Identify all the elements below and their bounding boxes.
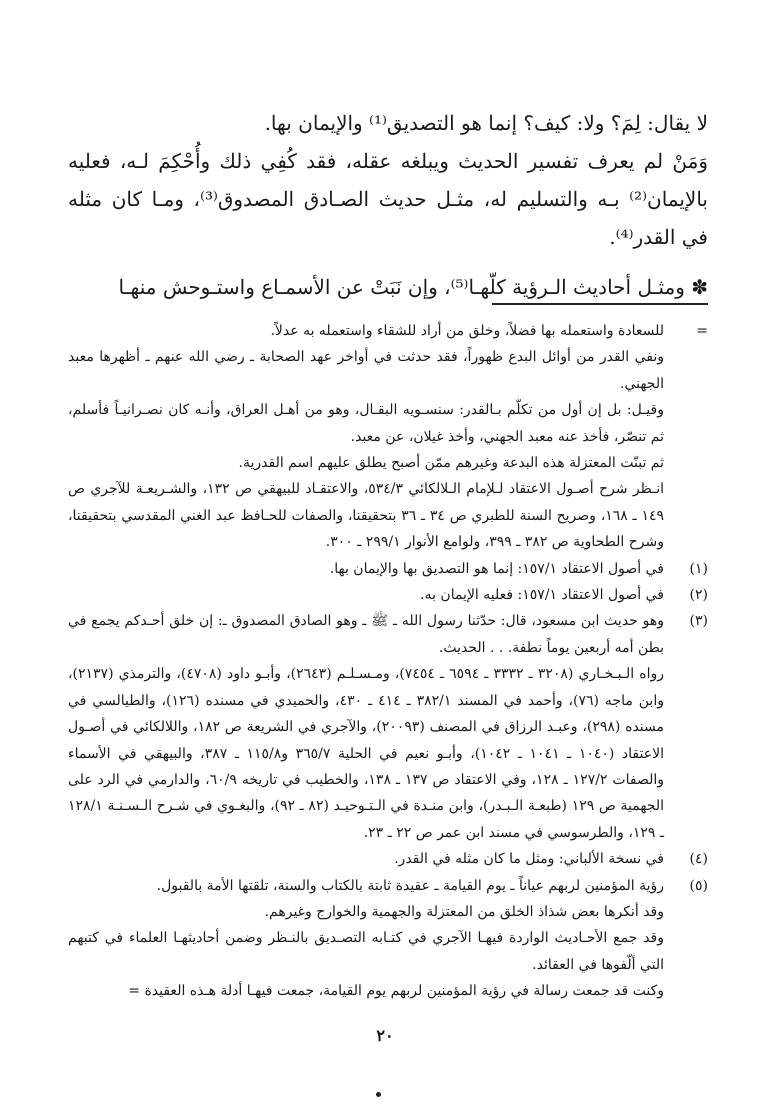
footnote-2 [68, 582, 708, 608]
footnote-separator [492, 303, 708, 305]
footnote-number: (٥) [689, 877, 708, 894]
footnote-text: في أصول الاعتقاد ١٥٧/١: إنما هو التصديق بها والإيمان بها. [329, 560, 664, 577]
footnotes [68, 318, 708, 1005]
footnote-number: (٢) [689, 587, 708, 604]
footnote-text: وقد أنكرها بعض شذاذ الخلق من المعتزلة والجهمية والخوارج وغيرهم. [264, 903, 664, 920]
footnote-text: ونفي القدر من أوائل البدع ظهوراً، فقد حدثت في أواخر عهد الصحابة ـ رضي الله عنهم ـ أظهرها معبد الجهني. [68, 349, 664, 392]
page-dot-mark [376, 1092, 381, 1097]
footnote-number: (٤) [689, 851, 708, 868]
main-paragraph-1: لا يقال: لِمَ؟ ولا: كيف؟ إنما هو التصديق⁽¹⁾ والإيمان بها. [264, 111, 708, 135]
footnote-3 [68, 608, 708, 846]
footnote-4 [68, 846, 708, 872]
footnote-number: (٣) [689, 613, 708, 630]
footnote-text: في أصول الاعتقاد ١٥٧/١: فعليه الإيمان به. [420, 587, 664, 604]
footnote-continuation [68, 318, 708, 556]
footnote-text: ثم تبنّت المعتزلة هذه البدعة وغيرهم ممّن أصبح يطلق عليهم اسم القدرية. [238, 455, 664, 472]
footnote-number: (١) [689, 560, 708, 577]
page-number: ٢٠ [376, 1026, 394, 1045]
main-paragraph-3: ✽ ومثـل أحاديث الـرؤية كلّهـا⁽⁵⁾، وإن نَبَتْ عن الأسمـاع واستـوحش منهـا [118, 275, 708, 299]
main-text [68, 104, 708, 306]
footnote-text: وقيـل: بل إن أول من تكلّم بـالقدر: سنسـويه البقـال، وهو من أهـل العراق، وأنـه كان نصـرانيـاً فأسلم، ثم تنصّر، فأخذ عنه معبد الجهني، وأخذ غيلان، عن معبد. [68, 402, 664, 445]
footnote-text: للسعادة واستعمله بها فضلاً، وخلق من أراد للشقاء واستعمله به عدلاً. [270, 323, 664, 339]
footnote-text: رؤية المؤمنين لربهم عياناً ـ يوم القيامة ـ عقيدة ثابتة بالكتاب والسنة، تلقتها الأمة بالقبول. [156, 877, 664, 894]
footnote-text: وهو حديث ابن مسعود، قال: حدّثنا رسول الله ـ ﷺ ـ وهو الصادق المصدوق ـ: إن خلق أحـدكم يجمع في بطن أمه أربعين يوماً نطفة. . . الحديث. [68, 613, 664, 656]
continuation-marker: = [696, 323, 708, 339]
footnote-text: وقد جمع الأحـاديث الواردة فيهـا الآجري في كتـابه التصـديق بالنـظر وضمن أحاديثهـا العلماء في كتبهم التي ألّفوها في العقائد. [68, 930, 664, 973]
footnote-text: وكنت قد جمعت رسالة في رؤية المؤمنين لربهم يوم القيامة، جمعت فيهـا أدلة هـذه العقيدة = [128, 983, 664, 1000]
main-paragraph-2: وَمَنْ لم يعرف تفسير الحديث ويبلغه عقله، فقد كُفِي ذلك وأُحْكِمَ لـه، فعليه بالإيمان⁽²⁾ بـه والتسليم له، مثـل حديث الصـادق المصدوق⁽³⁾، ومـا كان مثله في القدر⁽⁴⁾. [68, 149, 708, 249]
footnote-1 [68, 556, 708, 582]
footnote-5 [68, 873, 708, 1005]
footnote-text: انـظر شرح أصـول الاعتقاد لـلإمام الـلالكائي ٥٣٤/٣، والاعتقـاد للبيهقي ص ١٣٢، والشـريعـة للآجري ص ١٤٩ ـ ١٦٨، وصريح السنة للطبري ص ٣٤ ـ ٣٦ بتحقيقنا، والصفات للحـافظ عبد الغني المقدسي بتحقيقنا، وشرح الطحاوية ص ٣٨٢ ـ ٣٩٩، ولوامع الأنوار ٢٩٩/١ ـ ٣٠٠. [68, 481, 664, 551]
footnote-text: رواه الـبـخـاري (٣٢٠٨ ـ ٣٣٣٢ ـ ٦٥٩٤ ـ ٧٤٥٤)، ومـسـلـم (٢٦٤٣)، وأبـو داود (٤٧٠٨)، والترمذي (٢١٣٧)، وابن ماجه (٧٦)، وأحمد في المسند ٣٨٢/١ ـ ٤١٤ ـ ٤٣٠، والحميدي في مسنده (١٢٦)، والطيالسي في مسنده (٢٩٨)، وعبـد الرزاق في المصنف (٢٠٠٩٣)، والآجري في الشريعة ص ١٨٢، واللالكائي في أصـول الاعتقاد (١٠٤٠ ـ ١٠٤١ ـ ١٠٤٢)، وأبـو نعيم في الحلية ٣٦٥/٧ و١١٥/٨ ـ ٣٨٧، والبيهقي في الأسماء والصفات ١٢٧/٢ ـ ١٢٨، وفي الاعتقاد ص ١٣٧ ـ ١٣٨، والخطيب في تاريخه ٦٠/٩، والدارمي في الرد على الجهمية ص ١٢٩ (طبعـة الـبـدر)، وابن منـدة في الـتـوحيـد (٨٢ ـ ٩٢)، والبغـوي في شـرح الـسـنـة ١٢٨/١ ـ ١٢٩، والطرسوسي في مسند ابن عمر ص ٢٢ ـ ٢٣. [68, 666, 665, 841]
footnote-text: في نسخة الألباني: ومثل ما كان مثله في القدر. [394, 851, 664, 868]
